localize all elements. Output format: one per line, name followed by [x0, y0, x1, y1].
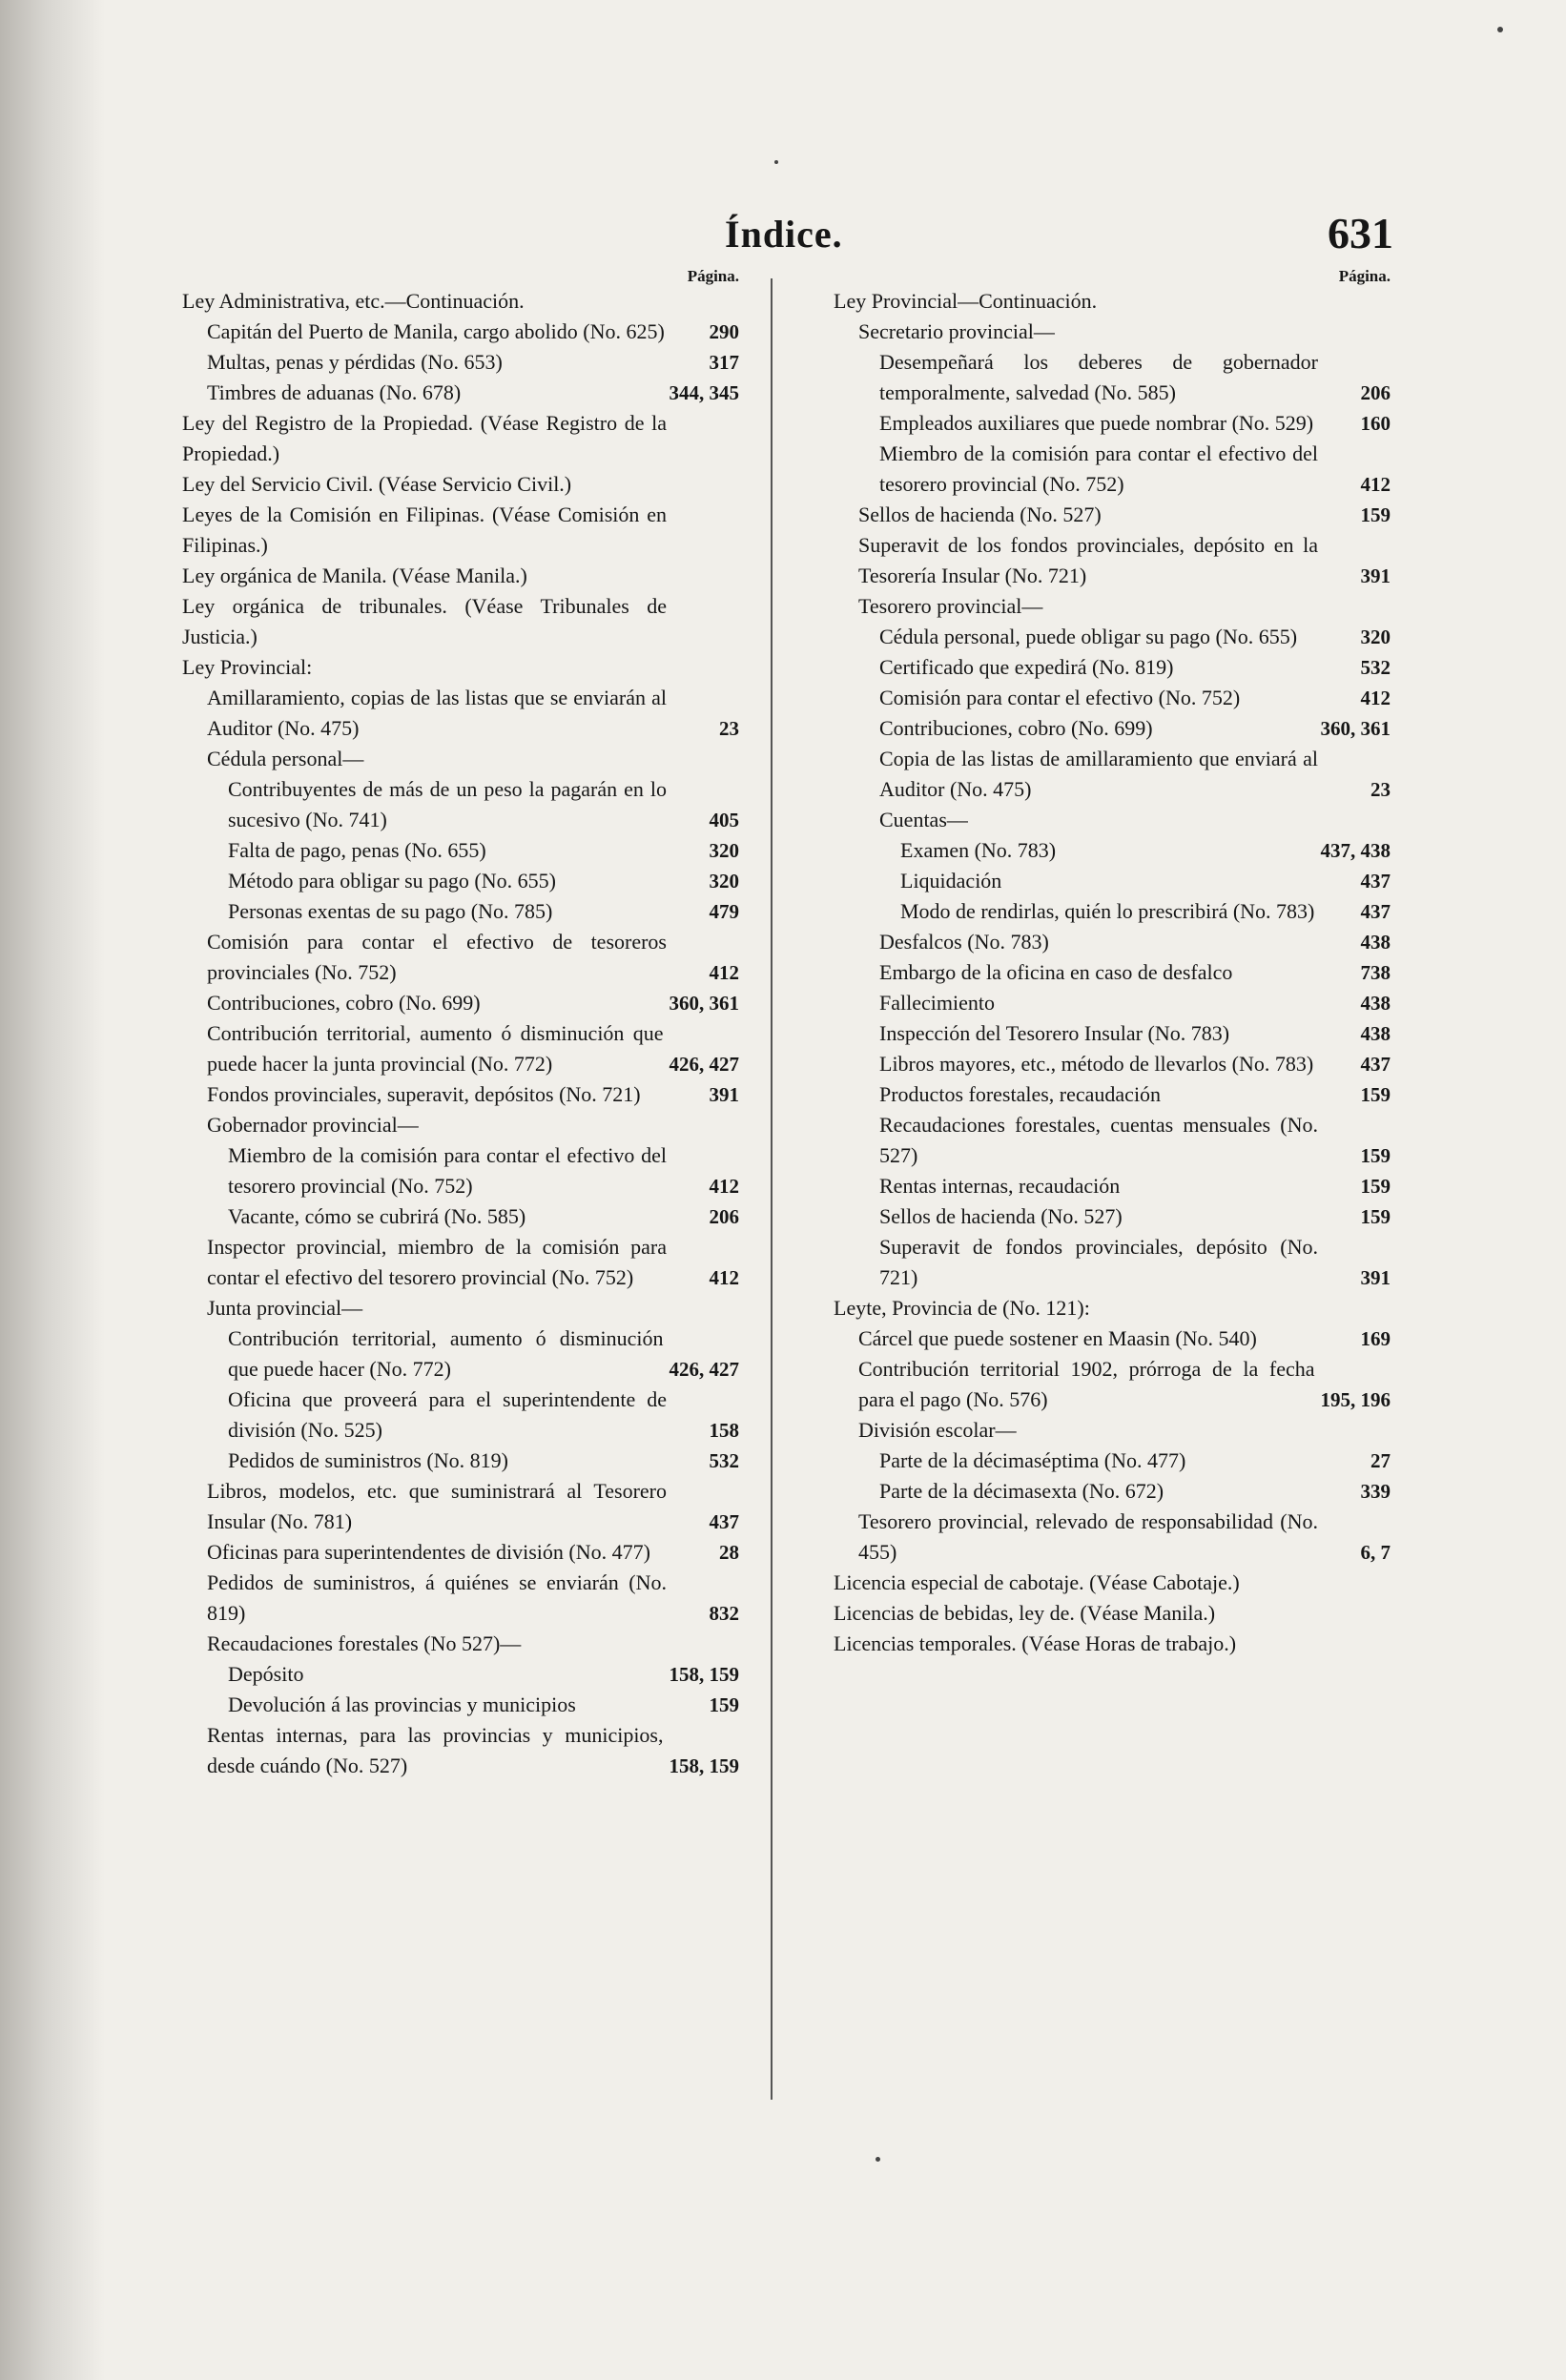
index-entry-text: Sellos de hacienda (No. 527)	[858, 503, 1102, 526]
index-entry-text: Modo de rendirlas, quién lo prescribirá (No. 783)	[900, 899, 1315, 923]
page-gutter-shadow	[0, 0, 105, 2380]
index-entry	[799, 1171, 1391, 1201]
index-entry-text: Capitán del Puerto de Manila, cargo abolido (No. 625)	[207, 319, 665, 343]
index-entry	[799, 591, 1391, 622]
index-entry	[148, 1446, 739, 1476]
index-entry	[799, 1446, 1391, 1476]
index-entry-text: Leyes de la Comisión en Filipinas. (Véase Comisión en Filipinas.)	[182, 503, 667, 557]
index-column-left	[148, 267, 739, 1781]
index-entry-text: Falta de pago, penas (No. 655)	[228, 838, 486, 862]
ink-speck	[1497, 27, 1503, 32]
index-entry-page: 23	[719, 717, 739, 740]
index-entry	[799, 744, 1391, 805]
index-entry-text: Vacante, cómo se cubrirá (No. 585)	[228, 1204, 526, 1228]
index-entry-page: 159	[1360, 1175, 1391, 1198]
index-entry-text: Inspección del Tesorero Insular (No. 783)	[879, 1021, 1230, 1045]
index-entry-text: Amillaramiento, copias de las listas que se enviarán al Auditor (No. 475)	[207, 686, 667, 740]
index-entry-page: 27	[1370, 1449, 1391, 1472]
index-entry-text: Ley del Servicio Civil. (Véase Servicio Civil.)	[182, 472, 572, 496]
index-entry-text: Oficina que proveerá para el superintendente de división (No. 525)	[228, 1387, 667, 1442]
index-entry-page: 159	[1360, 503, 1391, 526]
index-entry-page: 438	[1360, 931, 1391, 954]
index-entry-text: Pedidos de suministros, á quiénes se enviarán (No. 819)	[207, 1570, 667, 1625]
index-entry	[799, 439, 1391, 500]
index-entry-text: Productos forestales, recaudación	[879, 1082, 1162, 1106]
index-entry	[799, 1598, 1391, 1629]
index-entry-text: Depósito	[228, 1662, 304, 1686]
index-entry-text: Certificado que expedirá (No. 819)	[879, 655, 1174, 679]
index-entry-text: Recaudaciones forestales, cuentas mensuales (No. 527)	[879, 1113, 1318, 1167]
index-entry	[799, 805, 1391, 835]
index-entry	[799, 1201, 1391, 1232]
index-entry-text: Comisión para contar el efectivo (No. 752)	[879, 686, 1241, 709]
index-entry-text: Multas, penas y pérdidas (No. 653)	[207, 350, 503, 374]
index-entry-page: 320	[709, 839, 739, 862]
index-entry	[148, 317, 739, 347]
index-entry-page: 158, 159	[669, 1663, 739, 1686]
index-entry	[799, 408, 1391, 439]
index-entry	[799, 988, 1391, 1018]
index-entry-text: Fallecimiento	[879, 991, 995, 1015]
index-entry-text: Ley Administrativa, etc.—Continuación.	[182, 289, 525, 313]
index-entry	[799, 835, 1391, 866]
index-entry-text: Ley del Registro de la Propiedad. (Véase Registro de la Propiedad.)	[182, 411, 667, 465]
index-entry-page: 426, 427	[669, 1358, 739, 1381]
column-label: Página.	[687, 267, 739, 285]
index-entry-page: 158	[709, 1419, 739, 1442]
index-entry-page: 412	[1360, 687, 1391, 709]
index-entry	[799, 1415, 1391, 1446]
index-entry	[799, 652, 1391, 683]
index-entry-text: Licencia especial de cabotaje. (Véase Cabotaje.)	[834, 1570, 1240, 1594]
index-entry-page: 159	[1360, 1205, 1391, 1228]
index-entry	[799, 713, 1391, 744]
index-entry-text: Contribución territorial, aumento ó disminución que puede hacer (No. 772)	[228, 1326, 664, 1381]
index-entry-text: Libros mayores, etc., método de llevarlos (No. 783)	[879, 1052, 1314, 1076]
index-entry	[148, 652, 739, 683]
index-entry	[799, 530, 1391, 591]
index-entry-text: Recaudaciones forestales (No 527)—	[207, 1631, 522, 1655]
index-entry-page: 360, 361	[669, 992, 739, 1015]
index-entry	[148, 1018, 739, 1079]
index-entry-text: Examen (No. 783)	[900, 838, 1057, 862]
index-entry	[799, 1629, 1391, 1659]
index-entry-page: 412	[1360, 473, 1391, 496]
index-entry-text: Superavit de los fondos provinciales, depósito en la Tesorería Insular (No. 721)	[858, 533, 1318, 587]
index-entry	[148, 1385, 739, 1446]
index-entry-text: Rentas internas, para las provincias y municipios, desde cuándo (No. 527)	[207, 1723, 664, 1777]
index-entry-page: 738	[1360, 961, 1391, 984]
index-entry-text: Fondos provinciales, superavit, depósitos (No. 721)	[207, 1082, 641, 1106]
index-entry-page: 438	[1360, 1022, 1391, 1045]
index-entry-page: 206	[1360, 381, 1391, 404]
index-entry-page: 832	[709, 1602, 739, 1625]
index-entry-page: 344, 345	[669, 381, 739, 404]
page-number: 631	[1328, 209, 1393, 257]
index-entry-text: Contribuciones, cobro (No. 699)	[879, 716, 1153, 740]
index-entry-text: Ley Provincial—Continuación.	[834, 289, 1098, 313]
index-entry-text: Empleados auxiliares que puede nombrar (No. 529)	[879, 411, 1314, 435]
index-entry-page: 195, 196	[1320, 1388, 1391, 1411]
index-entry-text: Cuentas—	[879, 808, 968, 831]
index-entry-text: Desempeñará los deberes de gobernador temporalmente, salvedad (No. 585)	[879, 350, 1318, 404]
index-entry-page: 412	[709, 1266, 739, 1289]
index-entry	[799, 1293, 1391, 1323]
index-entry-text: Licencias temporales. (Véase Horas de trabajo.)	[834, 1631, 1237, 1655]
index-entry	[148, 1629, 739, 1659]
index-entry	[148, 561, 739, 591]
index-entry	[799, 1476, 1391, 1507]
index-entry-text: Ley Provincial:	[182, 655, 313, 679]
index-entry	[148, 347, 739, 378]
index-entry-text: Sellos de hacienda (No. 527)	[879, 1204, 1123, 1228]
index-entry-text: Junta provincial—	[207, 1296, 363, 1320]
index-entry-text: Pedidos de suministros (No. 819)	[228, 1448, 508, 1472]
index-entry	[148, 774, 739, 835]
index-entry	[799, 347, 1391, 408]
index-entry-text: Cédula personal, puede obligar su pago (No. 655)	[879, 625, 1298, 648]
index-entry-text: Comisión para contar el efectivo de tesoreros provinciales (No. 752)	[207, 930, 667, 984]
index-entry-page: 412	[709, 961, 739, 984]
index-entry	[799, 1568, 1391, 1598]
index-entry-text: División escolar—	[858, 1418, 1017, 1442]
index-entry-page: 23	[1370, 778, 1391, 801]
index-entry	[148, 988, 739, 1018]
index-entry-text: Libros, modelos, etc. que suministrará al Tesorero Insular (No. 781)	[207, 1479, 667, 1533]
index-entry-text: Desfalcos (No. 783)	[879, 930, 1049, 954]
index-entry-page: 412	[709, 1175, 739, 1198]
index-entry	[148, 591, 739, 652]
index-entry-text: Devolución á las provincias y municipios	[228, 1693, 576, 1716]
index-entry-page: 437, 438	[1320, 839, 1391, 862]
index-entry	[799, 1079, 1391, 1110]
index-entry	[148, 378, 739, 408]
page-title: Índice.	[725, 213, 843, 256]
index-entry	[148, 1079, 739, 1110]
index-entry-page: 437	[1360, 900, 1391, 923]
index-entry-page: 159	[1360, 1144, 1391, 1167]
index-entry-page: 479	[709, 900, 739, 923]
index-entry-text: Liquidación	[900, 869, 1002, 892]
index-entry-text: Parte de la décimasexta (No. 672)	[879, 1479, 1164, 1503]
index-entry	[148, 1568, 739, 1629]
index-entry	[148, 469, 739, 500]
index-entry-page: 532	[709, 1449, 739, 1472]
column-divider	[771, 278, 773, 2100]
index-entry-text: Rentas internas, recaudación	[879, 1174, 1121, 1198]
index-entry-page: 169	[1360, 1327, 1391, 1350]
index-entry	[799, 1507, 1391, 1568]
index-column-right	[799, 267, 1391, 1659]
index-entry-text: Miembro de la comisión para contar el efectivo del tesorero provincial (No. 752)	[879, 441, 1318, 496]
index-entry-page: 437	[709, 1510, 739, 1533]
index-entry	[148, 286, 739, 317]
index-entry-page: 532	[1360, 656, 1391, 679]
index-entry-text: Ley orgánica de Manila. (Véase Manila.)	[182, 564, 527, 587]
index-entry-text: Embargo de la oficina en caso de desfalco	[879, 960, 1233, 984]
index-entry	[799, 1232, 1391, 1293]
index-entry-page: 426, 427	[669, 1053, 739, 1076]
index-entry-text: Inspector provincial, miembro de la comisión para contar el efectivo del tesorero provincial (No. 752)	[207, 1235, 667, 1289]
index-entry	[148, 744, 739, 774]
index-entry-page: 290	[709, 320, 739, 343]
index-entry-text: Secretario provincial—	[858, 319, 1055, 343]
index-entry	[799, 927, 1391, 957]
index-entry-page: 206	[709, 1205, 739, 1228]
index-entry	[799, 896, 1391, 927]
index-entry	[148, 500, 739, 561]
index-entry-page: 391	[1360, 564, 1391, 587]
index-entry-text: Copia de las listas de amillaramiento que enviará al Auditor (No. 475)	[879, 747, 1318, 801]
index-entry	[148, 896, 739, 927]
index-entry	[148, 1201, 739, 1232]
index-entry	[799, 866, 1391, 896]
index-entry-page: 339	[1360, 1480, 1391, 1503]
index-entry-text: Tesorero provincial—	[858, 594, 1043, 618]
index-entry	[799, 286, 1391, 317]
index-entry	[148, 1537, 739, 1568]
index-entry-page: 28	[719, 1541, 739, 1564]
index-entry-page: 437	[1360, 1053, 1391, 1076]
index-entry-text: Licencias de bebidas, ley de. (Véase Manila.)	[834, 1601, 1216, 1625]
index-entry	[148, 1232, 739, 1293]
ink-speck	[774, 160, 778, 164]
index-entry	[799, 1323, 1391, 1354]
index-entry	[799, 1049, 1391, 1079]
index-entry	[148, 1140, 739, 1201]
index-entry	[148, 683, 739, 744]
index-entry	[148, 1659, 739, 1690]
index-entry-text: Contribución territorial 1902, prórroga de la fecha para el pago (No. 576)	[858, 1357, 1315, 1411]
index-entry-text: Oficinas para superintendentes de división (No. 477)	[207, 1540, 650, 1564]
index-entry-text: Ley orgánica de tribunales. (Véase Tribunales de Justicia.)	[182, 594, 667, 648]
index-entry-text: Contribuyentes de más de un peso la pagarán en lo sucesivo (No. 741)	[228, 777, 667, 831]
index-entry-page: 158, 159	[669, 1754, 739, 1777]
index-entry	[148, 1293, 739, 1323]
index-entry	[148, 835, 739, 866]
index-entry	[148, 1323, 739, 1385]
index-entry-text: Gobernador provincial—	[207, 1113, 419, 1137]
index-entry-page: 320	[709, 870, 739, 892]
index-entry	[799, 1110, 1391, 1171]
index-entry-page: 438	[1360, 992, 1391, 1015]
index-entry	[148, 1476, 739, 1537]
index-entry	[799, 683, 1391, 713]
index-entry	[799, 957, 1391, 988]
index-entry-page: 360, 361	[1320, 717, 1391, 740]
index-entry-page: 160	[1360, 412, 1391, 435]
index-entry-page: 437	[1360, 870, 1391, 892]
index-entry	[148, 408, 739, 469]
index-entry-page: 391	[709, 1083, 739, 1106]
index-entry	[799, 500, 1391, 530]
index-entry-text: Contribuciones, cobro (No. 699)	[207, 991, 481, 1015]
index-entry-page: 317	[709, 351, 739, 374]
index-entry-text: Tesorero provincial, relevado de responsabilidad (No. 455)	[858, 1509, 1318, 1564]
column-label: Página.	[1338, 267, 1391, 285]
index-entry	[799, 622, 1391, 652]
index-entry-text: Personas exentas de su pago (No. 785)	[228, 899, 553, 923]
index-entry-text: Leyte, Provincia de (No. 121):	[834, 1296, 1090, 1320]
ink-speck	[876, 2157, 880, 2162]
index-entry	[799, 317, 1391, 347]
index-entry	[148, 1110, 739, 1140]
index-entry	[148, 1720, 739, 1781]
index-entry-text: Contribución territorial, aumento ó disminución que puede hacer la junta provincial (No. 772)	[207, 1021, 664, 1076]
index-entry-page: 391	[1360, 1266, 1391, 1289]
index-entry-text: Parte de la décimaséptima (No. 477)	[879, 1448, 1186, 1472]
index-entry	[148, 866, 739, 896]
index-entry	[148, 927, 739, 988]
index-entry-page: 159	[1360, 1083, 1391, 1106]
index-entry-text: Miembro de la comisión para contar el efectivo del tesorero provincial (No. 752)	[228, 1143, 667, 1198]
index-entry-text: Cédula personal—	[207, 747, 364, 770]
index-entry-page: 6, 7	[1360, 1541, 1391, 1564]
index-entry	[148, 1690, 739, 1720]
index-entry-text: Superavit de fondos provinciales, depósito (No. 721)	[879, 1235, 1318, 1289]
index-entry-page: 320	[1360, 626, 1391, 648]
index-entry-page: 405	[709, 809, 739, 831]
index-entry-page: 159	[709, 1693, 739, 1716]
index-entry	[799, 1354, 1391, 1415]
index-entry	[799, 1018, 1391, 1049]
index-entry-text: Timbres de aduanas (No. 678)	[207, 380, 462, 404]
index-entry-text: Cárcel que puede sostener en Maasin (No. 540)	[858, 1326, 1257, 1350]
index-entry-text: Método para obligar su pago (No. 655)	[228, 869, 556, 892]
